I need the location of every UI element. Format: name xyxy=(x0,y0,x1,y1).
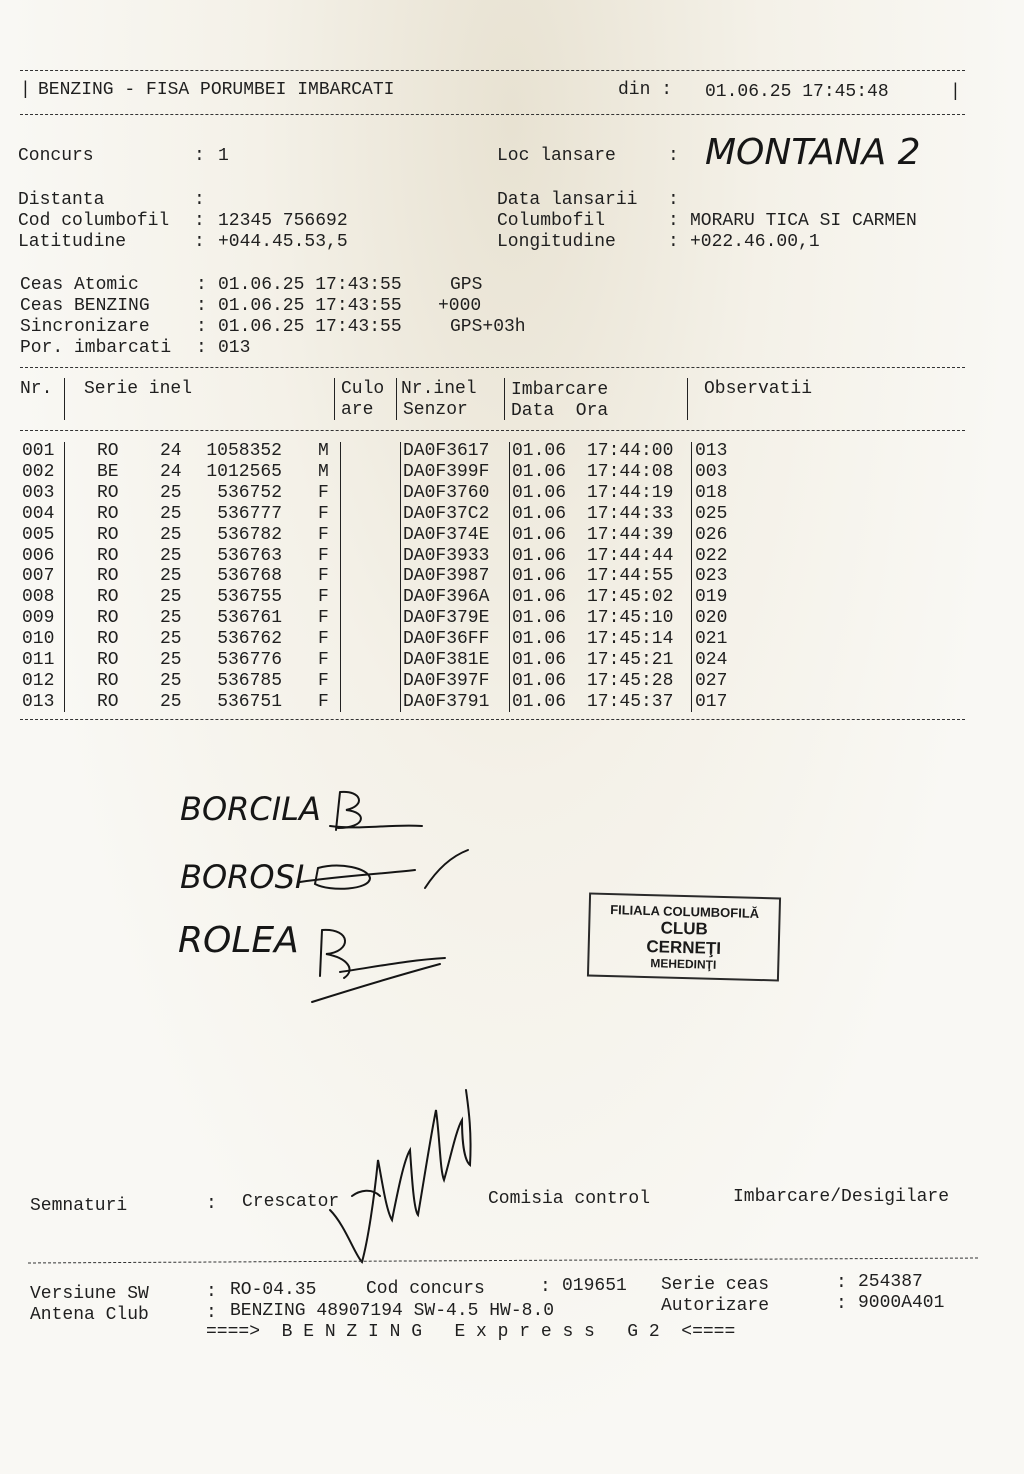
row-time: 17:44:55 xyxy=(587,566,674,587)
autorizare-label: Autorizare xyxy=(661,1296,770,1316)
row-ring: 536762 xyxy=(217,629,282,650)
header-nr: Nr. xyxy=(20,379,53,399)
row-year: 25 xyxy=(160,524,182,545)
row-year: 25 xyxy=(160,587,182,608)
lat-value: +044.45.53,5 xyxy=(218,232,348,252)
row-nr: 012 xyxy=(22,670,55,691)
concurs-label: Concurs xyxy=(18,146,94,166)
row-obs: 027 xyxy=(695,670,728,691)
row-sex: F xyxy=(318,503,329,524)
row-obs: 019 xyxy=(695,587,728,608)
row-nr: 007 xyxy=(22,566,55,587)
row-obs: 022 xyxy=(695,545,728,566)
colon: : xyxy=(668,211,679,231)
row-sensor: DA0F397F xyxy=(403,670,490,691)
atomic-suffix: GPS xyxy=(450,275,483,295)
row-sensor: DA0F3760 xyxy=(403,482,490,503)
atomic-value: 01.06.25 17:43:55 xyxy=(218,275,402,295)
row-time: 17:44:19 xyxy=(587,482,674,503)
row-year: 25 xyxy=(160,566,182,587)
row-ring: 1058352 xyxy=(206,441,282,461)
row-date: 01.06 xyxy=(512,670,567,691)
row-sensor: DA0F3791 xyxy=(403,691,490,712)
row-sex: M xyxy=(318,441,329,461)
colon: : xyxy=(836,1294,847,1314)
benzing-express-line: ====> B E N Z I N G E x p r e s s G 2 <==== xyxy=(206,1322,736,1342)
colon: : xyxy=(194,190,205,210)
row-year: 25 xyxy=(160,545,182,566)
row-sensor: DA0F3987 xyxy=(403,566,490,587)
row-time: 17:45:28 xyxy=(587,670,674,691)
colon: : xyxy=(206,1303,217,1323)
benzing-value: 01.06.25 17:43:55 xyxy=(218,296,402,316)
handwritten-name-borosi: BOROSI xyxy=(180,858,305,896)
row-obs: 013 xyxy=(695,441,728,461)
data-lansarii-label: Data lansarii xyxy=(497,190,638,210)
row-date: 01.06 xyxy=(512,503,567,524)
por-label: Por. imbarcati xyxy=(20,338,172,358)
row-year: 25 xyxy=(160,482,182,503)
row-sensor: DA0F37C2 xyxy=(403,503,490,524)
header-left-bar: | xyxy=(20,80,31,100)
row-sensor: DA0F399F xyxy=(403,461,490,482)
colon: : xyxy=(668,146,679,166)
distanta-label: Distanta xyxy=(18,190,105,210)
row-time: 17:45:21 xyxy=(587,650,674,670)
benzing-label: Ceas BENZING xyxy=(20,296,150,316)
serie-ceas-label: Serie ceas xyxy=(661,1275,770,1295)
benzing-suffix: +000 xyxy=(438,296,482,316)
colon: : xyxy=(196,317,207,337)
serie-ceas-value: 254387 xyxy=(858,1272,923,1292)
cod-value: 12345 756692 xyxy=(218,211,348,231)
colon: : xyxy=(668,232,679,252)
row-obs: 026 xyxy=(695,524,728,545)
row-sensor: DA0F379E xyxy=(403,608,490,629)
long-label: Longitudine xyxy=(497,232,616,252)
header-culoare-2: are xyxy=(341,400,374,420)
row-country: RO xyxy=(97,482,119,503)
colon: : xyxy=(836,1273,847,1293)
row-obs: 020 xyxy=(695,608,728,629)
row-obs: 017 xyxy=(695,691,728,712)
row-obs: 025 xyxy=(695,503,728,524)
stamp-line-4: MEHEDINŢI xyxy=(650,956,717,972)
row-year: 24 xyxy=(160,461,182,482)
row-ring: 536755 xyxy=(217,587,282,608)
loc-value-handwritten: MONTANA 2 xyxy=(705,132,921,173)
row-date: 01.06 xyxy=(512,691,567,712)
row-year: 25 xyxy=(160,650,182,670)
row-sex: F xyxy=(318,482,329,503)
row-time: 17:44:08 xyxy=(587,461,674,482)
row-time: 17:45:14 xyxy=(587,629,674,650)
row-country: RO xyxy=(97,608,119,629)
row-year: 25 xyxy=(160,691,182,712)
header-serie: Serie inel xyxy=(84,379,193,399)
row-date: 01.06 xyxy=(512,608,567,629)
header-imbarcare-2: Data Ora xyxy=(511,401,609,421)
row-date: 01.06 xyxy=(512,650,567,670)
signature-crescator: Crescator xyxy=(242,1192,340,1212)
header-culoare-1: Culo xyxy=(341,379,385,399)
versiune-value: RO-04.35 xyxy=(230,1280,317,1300)
row-ring: 536785 xyxy=(217,670,282,691)
row-nr: 005 xyxy=(22,524,55,545)
row-nr: 009 xyxy=(22,608,55,629)
row-year: 25 xyxy=(160,608,182,629)
row-year: 24 xyxy=(160,441,182,461)
lat-label: Latitudine xyxy=(18,232,127,252)
loc-label: Loc lansare xyxy=(497,146,616,166)
colon: : xyxy=(206,1282,217,1302)
header-nrinel-2: Senzor xyxy=(403,400,468,420)
club-stamp xyxy=(587,893,781,982)
stamp-line-3: CERNEŢI xyxy=(646,937,722,958)
header-right-bar: | xyxy=(950,82,961,102)
row-sex: F xyxy=(318,608,329,629)
signature-comisia: Comisia control xyxy=(488,1189,651,1209)
row-sex: F xyxy=(318,670,329,691)
stamp-line-2: CLUB xyxy=(660,918,709,939)
row-nr: 003 xyxy=(22,482,55,503)
row-sex: F xyxy=(318,650,329,670)
date-label: din : xyxy=(618,80,673,100)
row-ring: 536768 xyxy=(217,566,282,587)
row-ring: 536776 xyxy=(217,650,282,670)
row-time: 17:44:00 xyxy=(587,441,674,461)
row-date: 01.06 xyxy=(512,482,567,503)
row-ring: 536751 xyxy=(217,691,282,712)
versiune-label: Versiune SW xyxy=(30,1284,149,1304)
row-date: 01.06 xyxy=(512,461,567,482)
colon: : xyxy=(194,211,205,231)
por-value: 013 xyxy=(218,338,251,358)
row-country: RO xyxy=(97,670,119,691)
row-country: RO xyxy=(97,524,119,545)
row-ring: 536782 xyxy=(217,524,282,545)
row-country: RO xyxy=(97,587,119,608)
row-sex: F xyxy=(318,524,329,545)
row-nr: 011 xyxy=(22,650,55,670)
row-time: 17:44:33 xyxy=(587,503,674,524)
signatures-label: Semnaturi xyxy=(30,1196,128,1216)
row-time: 17:44:39 xyxy=(587,524,674,545)
row-obs: 024 xyxy=(695,650,728,670)
row-obs: 023 xyxy=(695,566,728,587)
row-date: 01.06 xyxy=(512,566,567,587)
cod-concurs-label: Cod concurs xyxy=(366,1279,485,1299)
row-nr: 004 xyxy=(22,503,55,524)
antena-label: Antena Club xyxy=(30,1305,149,1325)
row-obs: 018 xyxy=(695,482,728,503)
stamp-line-1: FILIALA COLUMBOFILĂ xyxy=(609,902,760,921)
handwritten-name-borcila: BORCILA xyxy=(180,790,321,828)
row-date: 01.06 xyxy=(512,441,567,461)
colon: : xyxy=(206,1194,217,1214)
row-country: BE xyxy=(97,461,119,482)
columbofil-value: MORARU TICA SI CARMEN xyxy=(690,211,917,231)
colon: : xyxy=(196,275,207,295)
cod-label: Cod columbofil xyxy=(18,211,170,231)
row-sex: F xyxy=(318,691,329,712)
row-sex: F xyxy=(318,545,329,566)
row-sex: F xyxy=(318,587,329,608)
row-year: 25 xyxy=(160,629,182,650)
row-obs: 021 xyxy=(695,629,728,650)
colon: : xyxy=(540,1277,551,1297)
row-year: 25 xyxy=(160,670,182,691)
row-nr: 001 xyxy=(22,441,55,461)
row-country: RO xyxy=(97,545,119,566)
row-obs: 003 xyxy=(695,461,728,482)
row-time: 17:45:37 xyxy=(587,691,674,712)
row-country: RO xyxy=(97,691,119,712)
row-nr: 010 xyxy=(22,629,55,650)
row-country: RO xyxy=(97,503,119,524)
row-country: RO xyxy=(97,629,119,650)
columbofil-label: Columbofil xyxy=(497,211,606,231)
colon: : xyxy=(194,232,205,252)
colon: : xyxy=(196,338,207,358)
row-nr: 006 xyxy=(22,545,55,566)
document-title: BENZING - FISA PORUMBEI IMBARCATI xyxy=(38,80,395,100)
row-ring: 536777 xyxy=(217,503,282,524)
long-value: +022.46.00,1 xyxy=(690,232,820,252)
row-country: RO xyxy=(97,650,119,670)
row-date: 01.06 xyxy=(512,524,567,545)
header-imbarcare-1: Imbarcare xyxy=(511,380,609,400)
row-time: 17:45:02 xyxy=(587,587,674,608)
antena-value: BENZING 48907194 SW-4.5 HW-8.0 xyxy=(230,1301,555,1321)
sync-label: Sincronizare xyxy=(20,317,150,337)
row-ring: 536763 xyxy=(217,545,282,566)
header-obs: Observatii xyxy=(704,379,813,399)
row-sensor: DA0F36FF xyxy=(403,629,490,650)
row-date: 01.06 xyxy=(512,545,567,566)
row-nr: 013 xyxy=(22,691,55,712)
sync-suffix: GPS+03h xyxy=(450,317,526,337)
row-date: 01.06 xyxy=(512,587,567,608)
date-value: 01.06.25 17:45:48 xyxy=(705,82,889,102)
row-year: 25 xyxy=(160,503,182,524)
sync-value: 01.06.25 17:43:55 xyxy=(218,317,402,337)
atomic-label: Ceas Atomic xyxy=(20,275,139,295)
autorizare-value: 9000A401 xyxy=(858,1293,945,1313)
row-sensor: DA0F3617 xyxy=(403,441,490,461)
colon: : xyxy=(668,190,679,210)
row-sex: F xyxy=(318,566,329,587)
row-ring: 536752 xyxy=(217,482,282,503)
row-time: 17:45:10 xyxy=(587,608,674,629)
row-sensor: DA0F396A xyxy=(403,587,490,608)
row-ring: 536761 xyxy=(217,608,282,629)
concurs-value: 1 xyxy=(218,146,229,166)
cod-concurs-value: 019651 xyxy=(562,1276,627,1296)
row-sensor: DA0F3933 xyxy=(403,545,490,566)
row-ring: 1012565 xyxy=(206,461,282,482)
row-sex: F xyxy=(318,629,329,650)
row-sensor: DA0F374E xyxy=(403,524,490,545)
row-country: RO xyxy=(97,441,119,461)
row-date: 01.06 xyxy=(512,629,567,650)
colon: : xyxy=(196,296,207,316)
handwritten-name-rolea: ROLEA xyxy=(178,920,299,961)
row-time: 17:44:44 xyxy=(587,545,674,566)
row-country: RO xyxy=(97,566,119,587)
row-sex: M xyxy=(318,461,329,482)
row-nr: 008 xyxy=(22,587,55,608)
colon: : xyxy=(194,146,205,166)
header-nrinel-1: Nr.inel xyxy=(401,379,477,399)
row-sensor: DA0F381E xyxy=(403,650,490,670)
signature-imbarcare: Imbarcare/Desigilare xyxy=(733,1187,950,1207)
row-nr: 002 xyxy=(22,461,55,482)
